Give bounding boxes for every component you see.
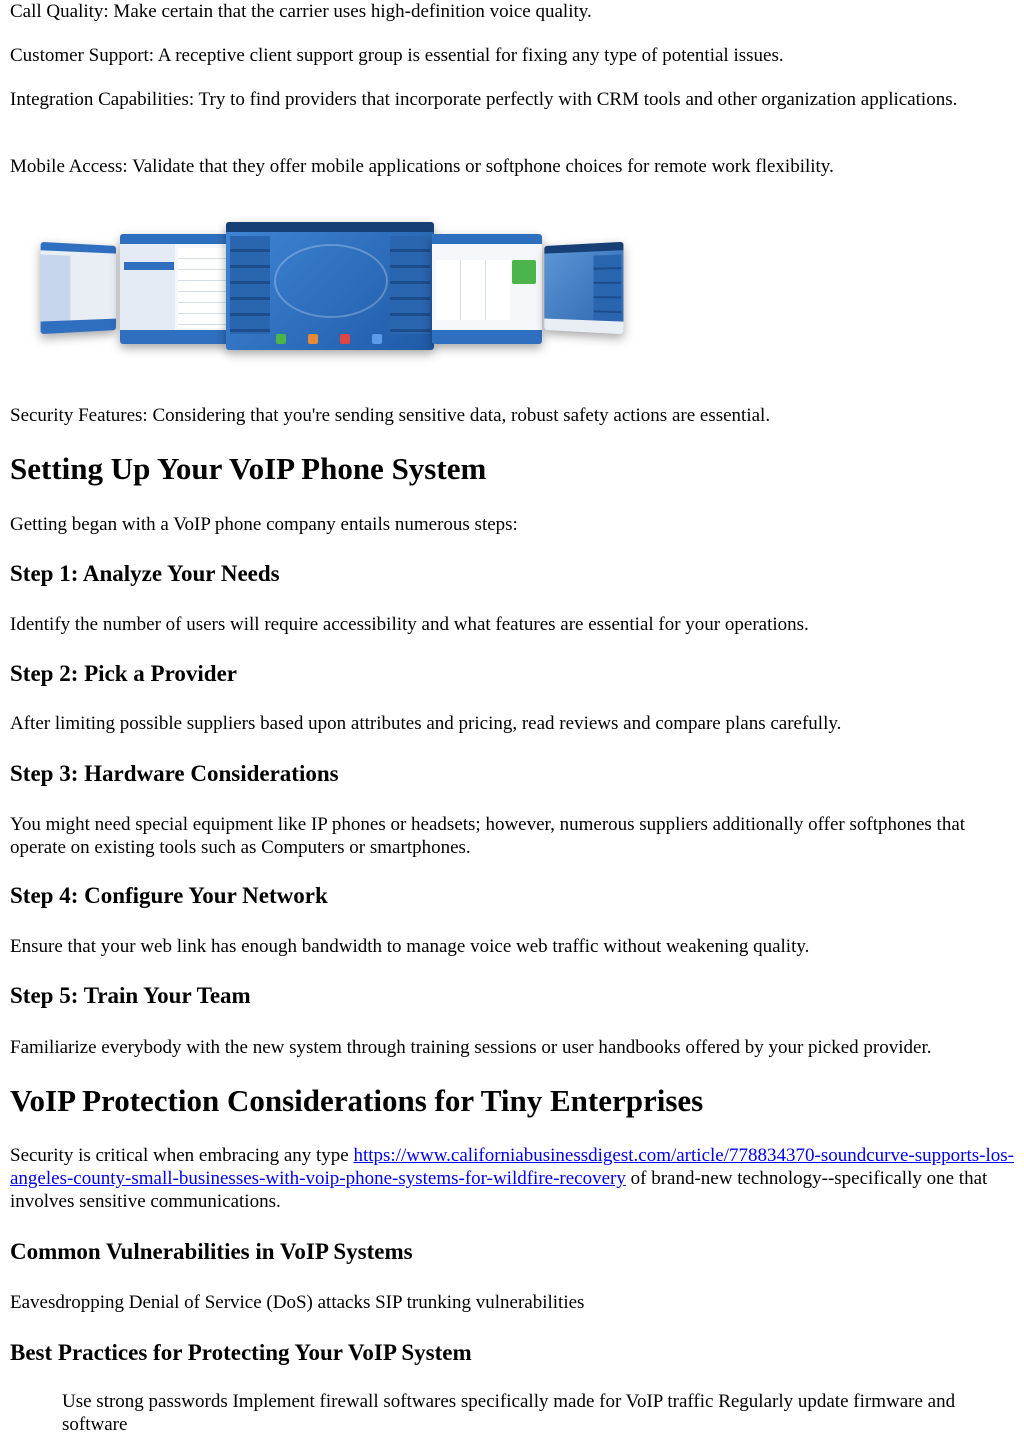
step-1-text: Identify the number of users will require accessibility and what features are essential for your operations. (10, 614, 809, 635)
phone-screen-1 (41, 242, 116, 334)
phone-screen-5 (544, 242, 623, 334)
step-1-title: Step 1: Analyze Your Needs (10, 561, 280, 586)
article-link[interactable]: https://www.californiabusinessdigest.com/article/778834370-soundcurve-supports-los-angeles-county-small-businesses-with-voip-phone-systems-for-wildfire-recovery (10, 1145, 1014, 1189)
step-2-title: Step 2: Pick a Provider (10, 661, 237, 686)
vulnerabilities-text: Eavesdropping Denial of Service (DoS) attacks SIP trunking vulnerabilities (10, 1292, 585, 1313)
phone-screens-image (40, 222, 630, 357)
protection-heading: VoIP Protection Considerations for Tiny Enterprises (10, 1083, 704, 1118)
protection-paragraph (10, 1144, 1014, 1213)
phone-screen-call-log (120, 234, 230, 344)
best-practices-text: Use strong passwords Implement firewall softwares specifically made for VoIP traffic Regularly update firmware and software (62, 1391, 956, 1435)
intro-item-integration: Integration Capabilities: Try to find providers that incorporate perfectly with CRM tools and other organization applications. (10, 89, 958, 110)
setup-intro: Getting began with a VoIP phone company entails numerous steps: (10, 514, 518, 535)
intro-item-call-quality: Call Quality: Make certain that the carrier uses high-definition voice quality. (10, 1, 592, 22)
step-5-text: Familiarize everybody with the new system through training sessions or user handbooks offered by your picked provider. (10, 1037, 932, 1058)
best-practices-heading: Best Practices for Protecting Your VoIP System (10, 1340, 472, 1365)
step-2-text: After limiting possible suppliers based upon attributes and pricing, read reviews and compare plans carefully. (10, 713, 842, 734)
step-4-text: Ensure that your web link has enough bandwidth to manage voice web traffic without weakening quality. (10, 936, 810, 957)
phone-screen-main (226, 222, 434, 350)
security-features-text: Security Features: Considering that you're sending sensitive data, robust safety actions are essential. (10, 405, 771, 426)
setup-heading: Setting Up Your VoIP Phone System (10, 451, 487, 486)
step-3-title: Step 3: Hardware Considerations (10, 761, 339, 786)
intro-item-customer-support: Customer Support: A receptive client support group is essential for fixing any type of potential issues. (10, 45, 784, 66)
intro-item-mobile-access: Mobile Access: Validate that they offer mobile applications or softphone choices for remote work flexibility. (10, 156, 834, 177)
phone-screen-dialpad (432, 234, 542, 344)
step-4-title: Step 4: Configure Your Network (10, 883, 328, 908)
vulnerabilities-heading: Common Vulnerabilities in VoIP Systems (10, 1239, 413, 1264)
step-3-text: You might need special equipment like IP phones or headsets; however, numerous suppliers additionally offer softphones that operate on existing tools such as Computers or smartphones. (10, 814, 966, 858)
protection-text-before: Security is critical when embracing any type (10, 1145, 354, 1166)
protection-text-after: of brand-new technology--specifically one that involves sensitive communications. (10, 1168, 988, 1212)
step-5-title: Step 5: Train Your Team (10, 983, 251, 1008)
